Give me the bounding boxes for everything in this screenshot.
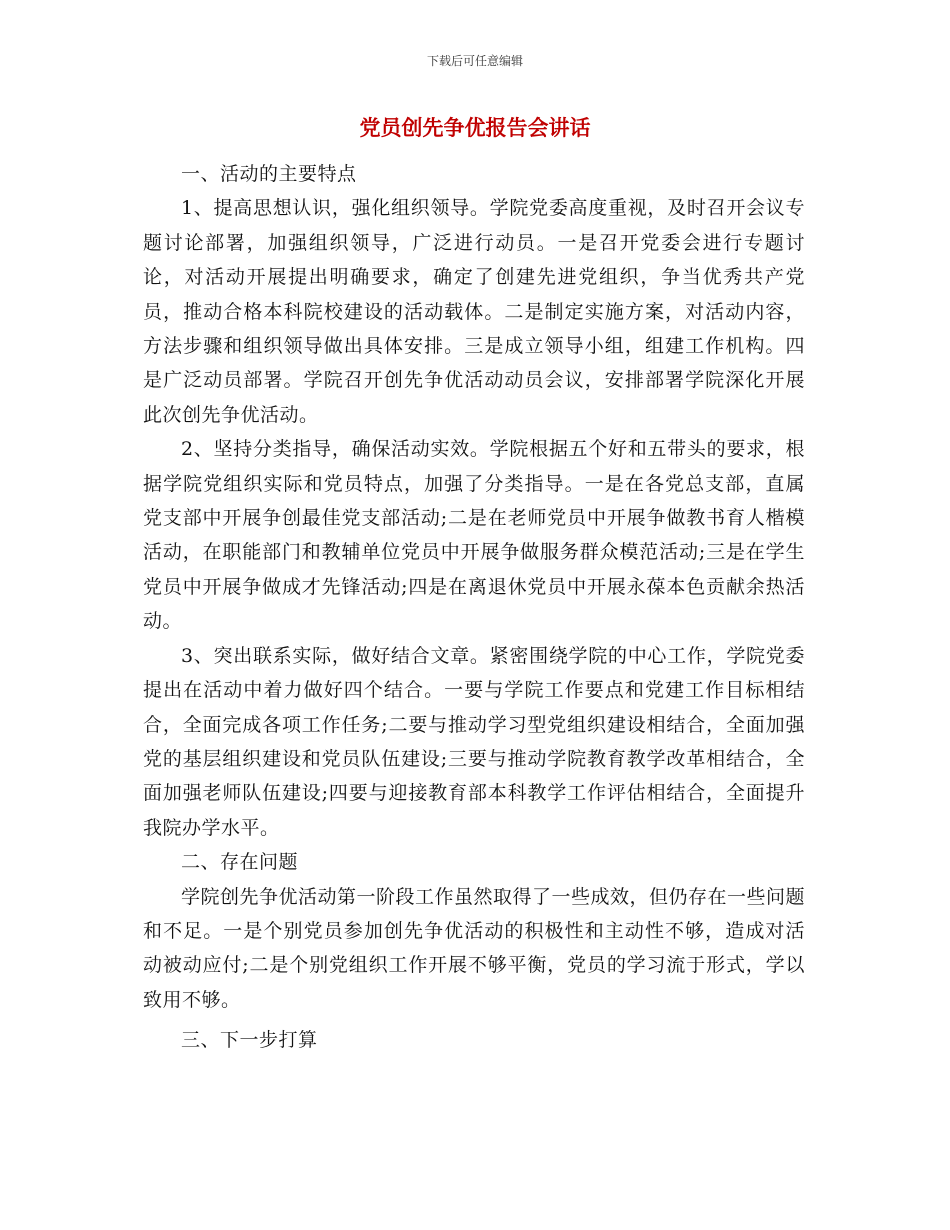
paragraph-point-1: 1、提高思想认识，强化组织领导。学院党委高度重视，及时召开会议专题讨论部署，加强组织领导，广泛进行动员。一是召开党委会进行专题讨论，对活动开展提出明确要求，确定了创建先进党组织，争当优秀共产党员，推动合格本科院校建设的活动载体。二是制定实施方案，对活动内容，方法步骤和组织领导做出具体安排。三是成立领导小组，组建工作机构。四是广泛动员部署。学院召开创先争优活动动员会议，安排部署学院深化开展此次创先争优活动。 bbox=[143, 197, 805, 426]
page-header-note: 下载后可任意编辑 bbox=[426, 54, 523, 68]
paragraph-point-2: 2、坚持分类指导，确保活动实效。学院根据五个好和五带头的要求，根据学院党组织实际和党员特点，加强了分类指导。一是在各党总支部，直属党支部中开展争创最佳党支部活动;二是在老师党员中开展争做教书育人楷模活动，在职能部门和教辅单位党员中开展争做服务群众模范活动;三是在学生党员中开展争做成才先锋活动;四是在离退休党员中开展永葆本色贡献余热活动。 bbox=[143, 438, 805, 633]
section-heading-features: 一、活动的主要特点 bbox=[181, 163, 357, 185]
paragraph-point-3: 3、突出联系实际，做好结合文章。紧密围绕学院的中心工作，学院党委提出在活动中着力做好四个结合。一要与学院工作要点和党建工作目标相结合，全面完成各项工作任务;二要与推动学习型党组织建设相结合，全面加强党的基层组织建设和党员队伍建设;三要与推动学院教育教学改革相结合，全面加强老师队伍建设;四要与迎接教育部本科教学工作评估相结合，全面提升我院办学水平。 bbox=[143, 644, 805, 839]
document-body bbox=[143, 157, 805, 1058]
section-heading-problems: 二、存在问题 bbox=[181, 851, 299, 874]
document-title: 党员创先争优报告会讲话 bbox=[359, 116, 591, 140]
section-heading-next-steps: 三、下一步打算 bbox=[181, 1029, 318, 1052]
paragraph-problems: 学院创先争优活动第一阶段工作虽然取得了一些成效，但仍存在一些问题和不足。一是个别党员参加创先争优活动的积极性和主动性不够，造成对活动被动应付;二是个别党组织工作开展不够平衡，党员的学习流于形式，学以致用不够。 bbox=[143, 885, 806, 1011]
